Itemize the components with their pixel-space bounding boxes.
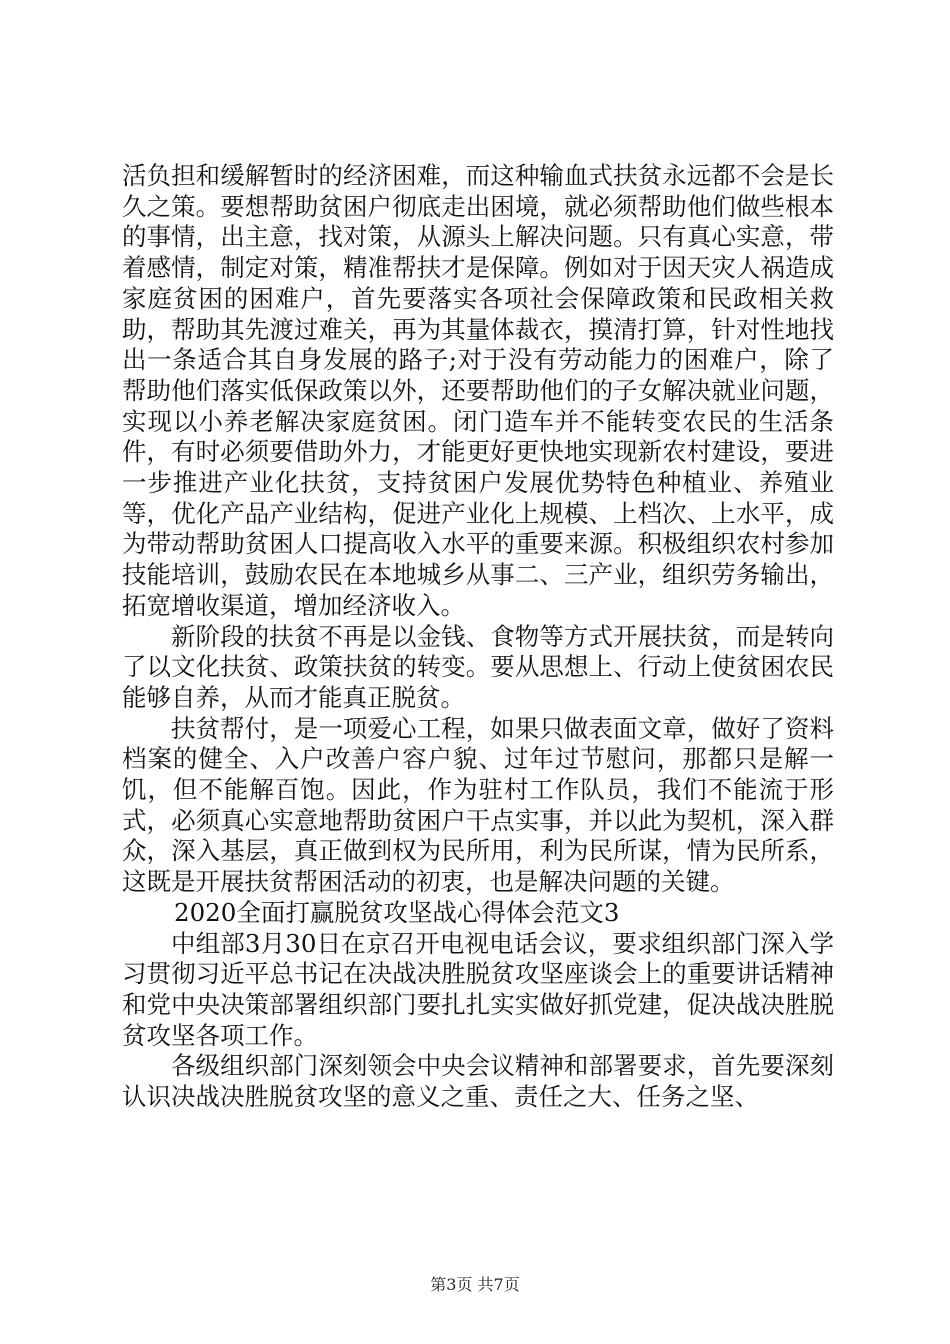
paragraph-3: 扶贫帮付，是一项爱心工程，如果只做表面文章，做好了资料档案的健全、入户改善户容户貌、过年过节慰问，那都只是解一饥，但不能解百饱。因此，作为驻村工作队员，我们不能流于形式，必须真心实意地帮助贫困户干点实事，并以此为契机，深入群众，深入基层，真正做到权为民所用，利为民所谋，情为民所系，这既是开展扶贫帮困活动的初衷，也是解决问题的关键。 (122, 713, 834, 897)
section-heading: 2020全面打赢脱贫攻坚战心得体会范文3 (174, 897, 620, 927)
page-footer: 第3页 共7页 (430, 1275, 520, 1294)
section-paragraph-1: 中组部3月30日在京召开电视电话会议，要求组织部门深入学习贯彻习近平总书记在决战决胜脱贫攻坚座谈会上的重要讲话精神和党中央决策部署组织部门要扎扎实实做好抓党建，促决战决胜脱贫攻坚各项工作。 (122, 928, 834, 1050)
section-paragraph-2: 各级组织部门深刻领会中央会议精神和部署要求，首先要深刻认识决战决胜脱贫攻坚的意义之重、责任之大、任务之坚、 (122, 1051, 834, 1112)
paragraph-1: 活负担和缓解暂时的经济困难，而这种输血式扶贫永远都不会是长久之策。要想帮助贫困户彻底走出困境，就必须帮助他们做些根本的事情，出主意，找对策，从源头上解决问题。只有真心实意，带着感情，制定对策，精准帮扶才是保障。例如对于因天灾人祸造成家庭贫困的困难户，首先要落实各项社会保障政策和民政相关救助，帮助其先渡过难关，再为其量体裁衣，摸清打算，针对性地找出一条适合其自身发展的路子;对于没有劳动能力的困难户，除了帮助他们落实低保政策以外，还要帮助他们的子女解决就业问题，实现以小养老解决家庭贫困。闭门造车并不能转变农民的生活条件，有时必须要借助外力，才能更好更快地实现新农村建设，要进一步推进产业化扶贫，支持贫困户发展优势特色种植业、养殖业等，优化产品产业结构，促进产业化上规模、上档次、上水平，成为带动帮助贫困人口提高收入水平的重要来源。积极组织农村参加技能培训，鼓励农民在本地城乡从事二、三产业，组织劳务输出，拓宽增收渠道，增加经济收入。 (122, 161, 834, 620)
paragraph-2: 新阶段的扶贫不再是以金钱、食物等方式开展扶贫，而是转向了以文化扶贫、政策扶贫的转变。要从思想上、行动上使贫困农民能够自养，从而才能真正脱贫。 (122, 621, 834, 712)
document-body (122, 161, 834, 1113)
